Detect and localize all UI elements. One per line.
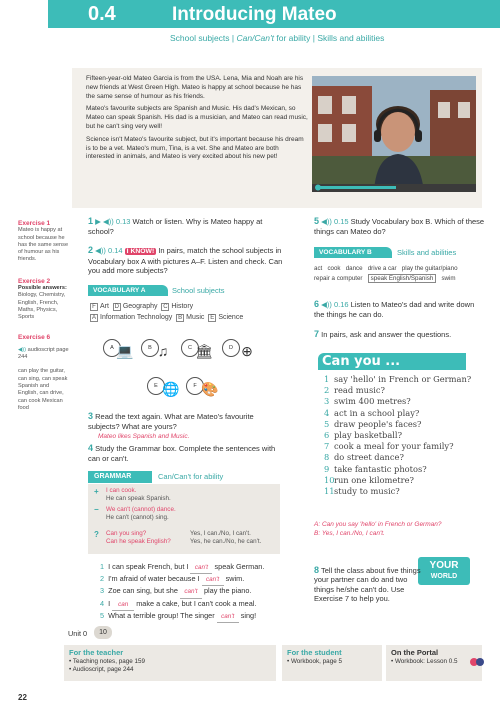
- exercise-8: 8 Tell the class about five things your partner can do and two things he/she can't do. Use Exercise 7 to help you.: [314, 565, 421, 604]
- tn-ex1-head: Exercise 1: [18, 220, 51, 227]
- vocab-a-item: D Geography: [114, 303, 158, 310]
- tn-ex2-body: Biology, Chemistry, English, French, Maths, Physics, Sports: [18, 292, 66, 321]
- laptop-icon: 💻: [116, 343, 134, 359]
- exercise-2: 2 ◀)) 0.14 I KNOW! In pairs, match the school subjects in Vocabulary box A with pictures A–F. Listen and check. Can you add more subjects?: [88, 245, 283, 276]
- vocab-b-title: Skills and abilities: [397, 248, 457, 257]
- footer-portal-box: On the Portal • Workbook: Lesson 0.5: [386, 645, 482, 681]
- ex4-sentence: 4 I can make a cake, but I can't cook a meal.: [100, 599, 300, 611]
- palette-icon: 🎨: [201, 381, 219, 397]
- vocab-a-item: C History: [163, 303, 194, 310]
- lesson-subtitle: School subjects | Can/Can't for ability | Skills and abilities: [170, 33, 385, 43]
- ex4-sentences: [100, 562, 300, 623]
- lesson-title: Introducing Mateo: [172, 4, 337, 25]
- can-you-list: [324, 374, 474, 497]
- page-number: 22: [18, 693, 27, 702]
- footer-teacher-box: For the teacher • Teaching notes, page 159 • Audioscript, page 244: [64, 645, 276, 681]
- vocab-a-label: VOCABULARY A: [88, 285, 168, 296]
- reading-paragraph: Fifteen-year-old Mateo Garcia is from the USA. Lena, Mia and Noah are his new friends at West Green High. Mateo is happy at school because he has the same sense of humour as his friends.: [86, 75, 304, 100]
- reading-paragraph: Mateo's favourite subjects are Spanish and Music. His dad's Mexican, so Mateo can speak Spanish. His dad is a musician, and Mateo can read music, but he can't sing very well!: [86, 105, 308, 130]
- can-you-item: 1 say 'hello' in French or German?: [324, 374, 472, 384]
- picture-label-d: D: [222, 339, 240, 357]
- picture-label-e: E: [147, 377, 165, 395]
- can-you-item: 11study to music?: [324, 486, 400, 497]
- video-icon[interactable]: ▶: [95, 217, 101, 226]
- exercise-1: 1 ▶ ◀)) 0.13 Watch or listen. Why is Mateo happy at school?: [88, 216, 263, 236]
- vocab-b-list: act cook dance drive a car play the guitar/piano repair a computer speak English/Spanish swim: [314, 265, 458, 282]
- exercise-4: 4 Study the Grammar box. Complete the sentences with can or can't.: [88, 443, 276, 463]
- audio-icon[interactable]: ◀)): [102, 217, 114, 226]
- can-you-title: Can you ...: [322, 354, 401, 369]
- grammar-tab: GRAMMAR: [88, 471, 152, 483]
- museum-icon: 🏛: [195, 343, 213, 359]
- can-you-item: 10run one kilometre?: [324, 474, 414, 485]
- ex3-answer: Mateo likes Spanish and Music.: [98, 433, 190, 441]
- grammar-question: Can you sing? Can he speak English?: [106, 530, 171, 546]
- teacher-notes: [18, 220, 70, 420]
- i-know-badge: I KNOW!: [126, 248, 155, 255]
- vocab-a-item: E Science: [210, 314, 244, 321]
- can-you-item: 7 cook a meal for your family?: [324, 441, 454, 452]
- tn-ex6-body: can play the guitar, can sing, can speak Spanish and English, can drive, can cook Mexican food: [18, 368, 68, 411]
- tn-ex6-audio: audioscript page 244: [18, 346, 69, 361]
- can-you-item: 3 swim 400 metres?: [324, 396, 411, 407]
- minus-sign: −: [94, 505, 99, 514]
- portal-dot-icon: [476, 658, 484, 666]
- ex4-sentence: 3 Zoe can sing, but she can't play the piano.: [100, 586, 300, 598]
- vocab-b-label: VOCABULARY B: [314, 247, 392, 258]
- tn-ex6-head: Exercise 6: [18, 333, 51, 341]
- ex4-sentence: 2 I'm afraid of water because I can't swim.: [100, 574, 300, 586]
- can-you-item: 9 take fantastic photos?: [324, 463, 427, 474]
- can-you-item: 6 play basketball?: [324, 430, 403, 441]
- can-you-item: 8 do street dance?: [324, 452, 404, 463]
- ex4-sentence: 5 What a terrible group! The singer can't sing!: [100, 611, 300, 623]
- exercise-6: 6 ◀)) 0.16 Listen to Mateo's dad and write down the things he can do.: [314, 299, 475, 319]
- tn-ex2-head: Exercise 2: [18, 277, 51, 285]
- mateo-photo: [312, 76, 476, 192]
- unit-label: Unit 0: [68, 629, 88, 638]
- grammar-answers: Yes, I can./No, I can't. Yes, he can./No, he can't.: [190, 530, 262, 546]
- picture-label-a: A: [103, 339, 121, 357]
- globe-icon: 🌐: [162, 381, 180, 397]
- plus-sign: +: [94, 487, 99, 496]
- exercise-5: 5 ◀)) 0.15 Study Vocabulary box B. Which of these things can Mateo do?: [314, 216, 485, 236]
- vocab-a-title: School subjects: [172, 286, 225, 295]
- vocab-a-item: F Art: [90, 303, 109, 310]
- picture-label-f: F: [186, 377, 204, 395]
- vocab-a-list: [90, 301, 286, 323]
- ex4-sentence: 1 I can speak French, but I can't speak German.: [100, 562, 300, 574]
- question-sign: ?: [94, 530, 99, 539]
- can-you-item: 4 act in a school play?: [324, 407, 420, 418]
- tn-ex1-body: Mateo is happy at school because he has the same sense of humour as his friends.: [18, 227, 69, 263]
- grammar-minus: We can't (cannot) dance. He can't (cannot) sing.: [106, 506, 176, 522]
- picture-label-b: B: [141, 339, 159, 357]
- footer-student-box: For the student • Workbook, page 5: [282, 645, 382, 681]
- exercise-3: 3 Read the text again. What are Mateo's favourite subjects? What are yours? Mateo likes Spanish and Music.: [88, 411, 254, 441]
- audio-icon[interactable]: ◀)): [95, 246, 106, 255]
- audio-icon[interactable]: ◀)): [321, 300, 332, 309]
- can-you-answers: A: Can you say 'hello' in French or German? B: Yes, I can./No, I can't.: [314, 521, 442, 537]
- vocab-a-item: B Music: [178, 314, 205, 321]
- can-you-item: 5 draw people's faces?: [324, 418, 422, 429]
- your-world-badge: YOUR WORLD: [418, 557, 470, 585]
- tn-ex2-sub: Possible answers:: [18, 285, 67, 292]
- audio-icon[interactable]: ◀)): [18, 346, 27, 353]
- vocab-a-item: A Information Technology: [91, 314, 173, 321]
- music-notes-icon: ♫: [157, 343, 169, 359]
- grammar-plus: I can cook. He can speak Spanish.: [106, 487, 171, 503]
- exercise-7: 7 In pairs, ask and answer the questions.: [314, 329, 452, 339]
- audio-icon[interactable]: ◀)): [321, 217, 332, 226]
- picture-label-c: C: [181, 339, 199, 357]
- grammar-title: Can/Can't for ability: [158, 472, 224, 481]
- lesson-number: 0.4: [88, 3, 116, 25]
- reading-paragraph: Science isn't Mateo's favourite subject, but it's important because his dream is to be a vet. Mateo's mum, Tina, is a vet. She and Mateo are both interested in animals, and Mateo is very excited about his new pet!: [86, 135, 304, 161]
- unit-number: 10: [94, 626, 112, 639]
- can-you-item: 2 read music?: [324, 385, 385, 396]
- compass-icon: ⊕: [241, 343, 253, 359]
- reading-text: [86, 75, 308, 166]
